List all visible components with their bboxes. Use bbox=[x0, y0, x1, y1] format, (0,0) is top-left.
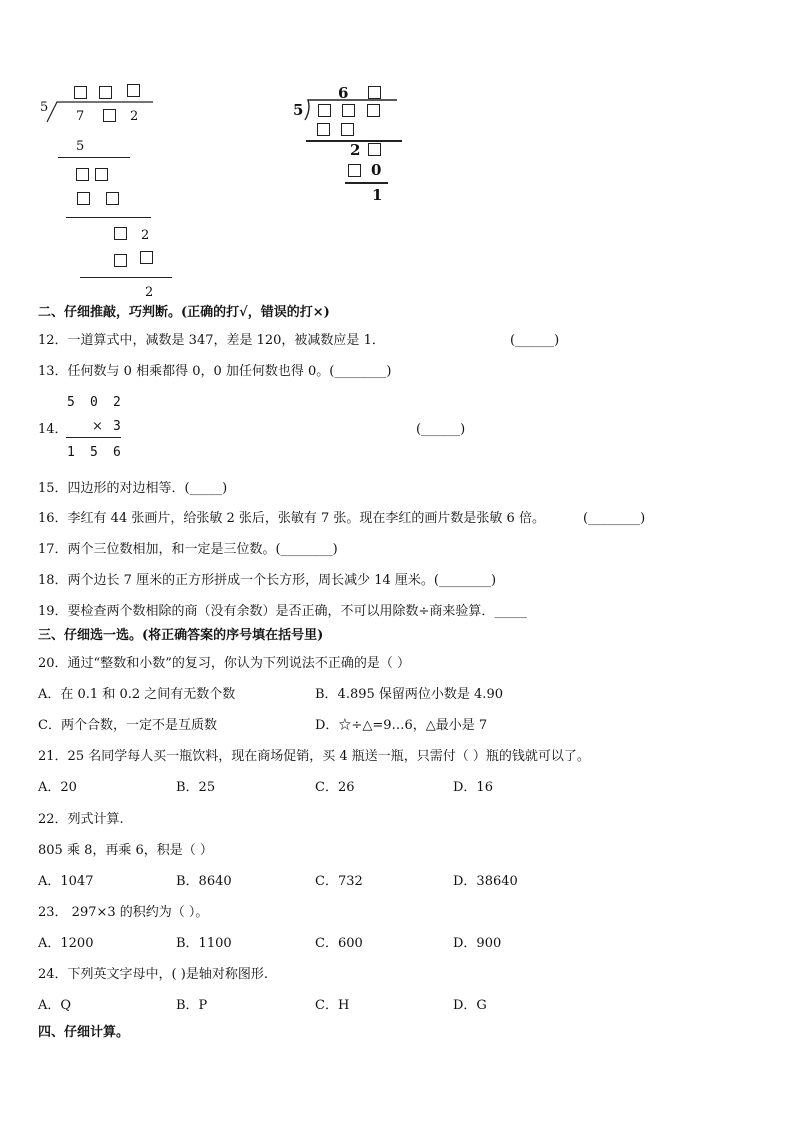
blank-box[interactable] bbox=[106, 192, 119, 205]
option-a[interactable]: A．20 bbox=[38, 780, 77, 795]
question-17: 17．两个三位数相加，和一定是三位数。(________) bbox=[38, 542, 338, 557]
rule-line bbox=[66, 437, 121, 438]
option-b[interactable]: B．P bbox=[176, 998, 208, 1013]
blank-box[interactable] bbox=[127, 84, 140, 97]
remainder: 1 bbox=[372, 186, 383, 204]
question-20: 20．通过“整数和小数”的复习，你认为下列说法不正确的是（ ） bbox=[38, 656, 410, 671]
question-19: 19．要检查两个数相除的商（没有余数）是否正确，不可以用除数÷商来验算．_____ bbox=[38, 604, 527, 619]
rule-line bbox=[345, 182, 388, 184]
remainder: 2 bbox=[145, 285, 154, 300]
option-a[interactable]: A．在 0.1 和 0.2 之间有无数个数 bbox=[38, 687, 236, 702]
blank-box[interactable] bbox=[342, 104, 355, 117]
blank-box[interactable] bbox=[318, 104, 331, 117]
blank-box[interactable] bbox=[74, 86, 87, 99]
question-13: 13．任何数与 0 相乘都得 0，0 加任何数也得 0。(________) bbox=[38, 364, 392, 379]
option-a[interactable]: A．1047 bbox=[38, 874, 94, 889]
option-d[interactable]: D．☆÷△=9…6，△最小是 7 bbox=[315, 718, 488, 733]
blank-box[interactable] bbox=[77, 192, 90, 205]
quotient-digit: 6 bbox=[338, 84, 349, 102]
option-b[interactable]: B．8640 bbox=[176, 874, 232, 889]
question-22-prompt: 805 乘 8，再乘 6，积是（ ） bbox=[38, 843, 213, 858]
question-24: 24．下列英文字母中，( )是轴对称图形. bbox=[38, 967, 268, 982]
blank-box[interactable] bbox=[103, 109, 116, 122]
rule-line bbox=[58, 157, 130, 158]
blank-box[interactable] bbox=[114, 254, 127, 267]
option-c[interactable]: C．26 bbox=[315, 780, 355, 795]
question-16: 16．李红有 44 张画片，给张敏 2 张后，张敏有 7 张。现在李红的画片数是张敏 6 倍。 bbox=[38, 511, 545, 526]
question-12: 12．一道算式中，减数是 347，差是 120，被减数应是 1． bbox=[38, 333, 385, 348]
division-bracket bbox=[45, 98, 155, 124]
rule-line bbox=[66, 217, 151, 218]
section-3-heading: 三、仔细选一选。(将正确答案的序号填在括号里) bbox=[38, 628, 324, 643]
section-2-heading: 二、仔细推敲，巧判断。(正确的打√，错误的打×) bbox=[38, 305, 330, 320]
question-14-label: 14． bbox=[38, 422, 68, 437]
option-d[interactable]: D．900 bbox=[453, 936, 502, 951]
option-d[interactable]: D．38640 bbox=[453, 874, 518, 889]
answer-blank-14[interactable]: (______) bbox=[416, 422, 466, 437]
option-d[interactable]: D．G bbox=[453, 998, 487, 1013]
blank-box[interactable] bbox=[368, 143, 381, 156]
option-c[interactable]: C．732 bbox=[315, 874, 363, 889]
question-15: 15．四边形的对边相等．(_____) bbox=[38, 481, 228, 496]
blank-box[interactable] bbox=[348, 164, 361, 177]
factor-digit: 0 bbox=[90, 395, 98, 410]
divisor: 5 bbox=[40, 100, 49, 115]
option-a[interactable]: A．Q bbox=[38, 998, 72, 1013]
dividend-digit: 2 bbox=[130, 109, 139, 124]
blank-box[interactable] bbox=[341, 123, 354, 136]
divisor: 5 bbox=[293, 101, 304, 119]
step-digit: 0 bbox=[371, 161, 382, 179]
step-digit: 5 bbox=[76, 139, 85, 154]
blank-box[interactable] bbox=[95, 168, 108, 181]
blank-box[interactable] bbox=[367, 104, 380, 117]
step-digit: 2 bbox=[141, 228, 150, 243]
blank-box[interactable] bbox=[114, 227, 127, 240]
option-c[interactable]: C．600 bbox=[315, 936, 363, 951]
product-digit: 6 bbox=[113, 445, 121, 460]
product-digit: 1 bbox=[67, 445, 75, 460]
question-21: 21．25 名同学每人买一瓶饮料，现在商场促销，买 4 瓶送一瓶，只需付（ ）瓶的钱就可以了。 bbox=[38, 749, 590, 764]
option-c[interactable]: C．H bbox=[315, 998, 350, 1013]
option-b[interactable]: B．1100 bbox=[176, 936, 232, 951]
product-digit: 5 bbox=[90, 445, 98, 460]
section-4-heading: 四、仔细计算。 bbox=[38, 1025, 130, 1040]
dividend-digit: 7 bbox=[76, 109, 85, 124]
factor-digit: 2 bbox=[113, 395, 121, 410]
option-c[interactable]: C．两个合数，一定不是互质数 bbox=[38, 718, 217, 733]
multiplier-digit: 3 bbox=[113, 419, 121, 434]
option-b[interactable]: B．25 bbox=[176, 780, 216, 795]
rule-line bbox=[80, 277, 172, 278]
multiply-sign: × bbox=[92, 419, 103, 434]
blank-box[interactable] bbox=[99, 86, 112, 99]
blank-box[interactable] bbox=[317, 123, 330, 136]
blank-box[interactable] bbox=[140, 251, 153, 264]
question-23: 23． 297×3 的积约为（ ）。 bbox=[38, 905, 209, 920]
question-18: 18．两个边长 7 厘米的正方形拼成一个长方形，周长减少 14 厘米。(________) bbox=[38, 573, 497, 588]
option-d[interactable]: D．16 bbox=[453, 780, 493, 795]
blank-box[interactable] bbox=[76, 168, 89, 181]
answer-blank-12[interactable]: (______) bbox=[510, 333, 560, 348]
option-b[interactable]: B．4.895 保留两位小数是 4.90 bbox=[315, 687, 503, 702]
answer-blank-16[interactable]: (________) bbox=[583, 511, 646, 526]
option-a[interactable]: A．1200 bbox=[38, 936, 94, 951]
step-digit: 2 bbox=[350, 141, 361, 159]
question-22: 22．列式计算. bbox=[38, 812, 124, 827]
factor-digit: 5 bbox=[67, 395, 75, 410]
